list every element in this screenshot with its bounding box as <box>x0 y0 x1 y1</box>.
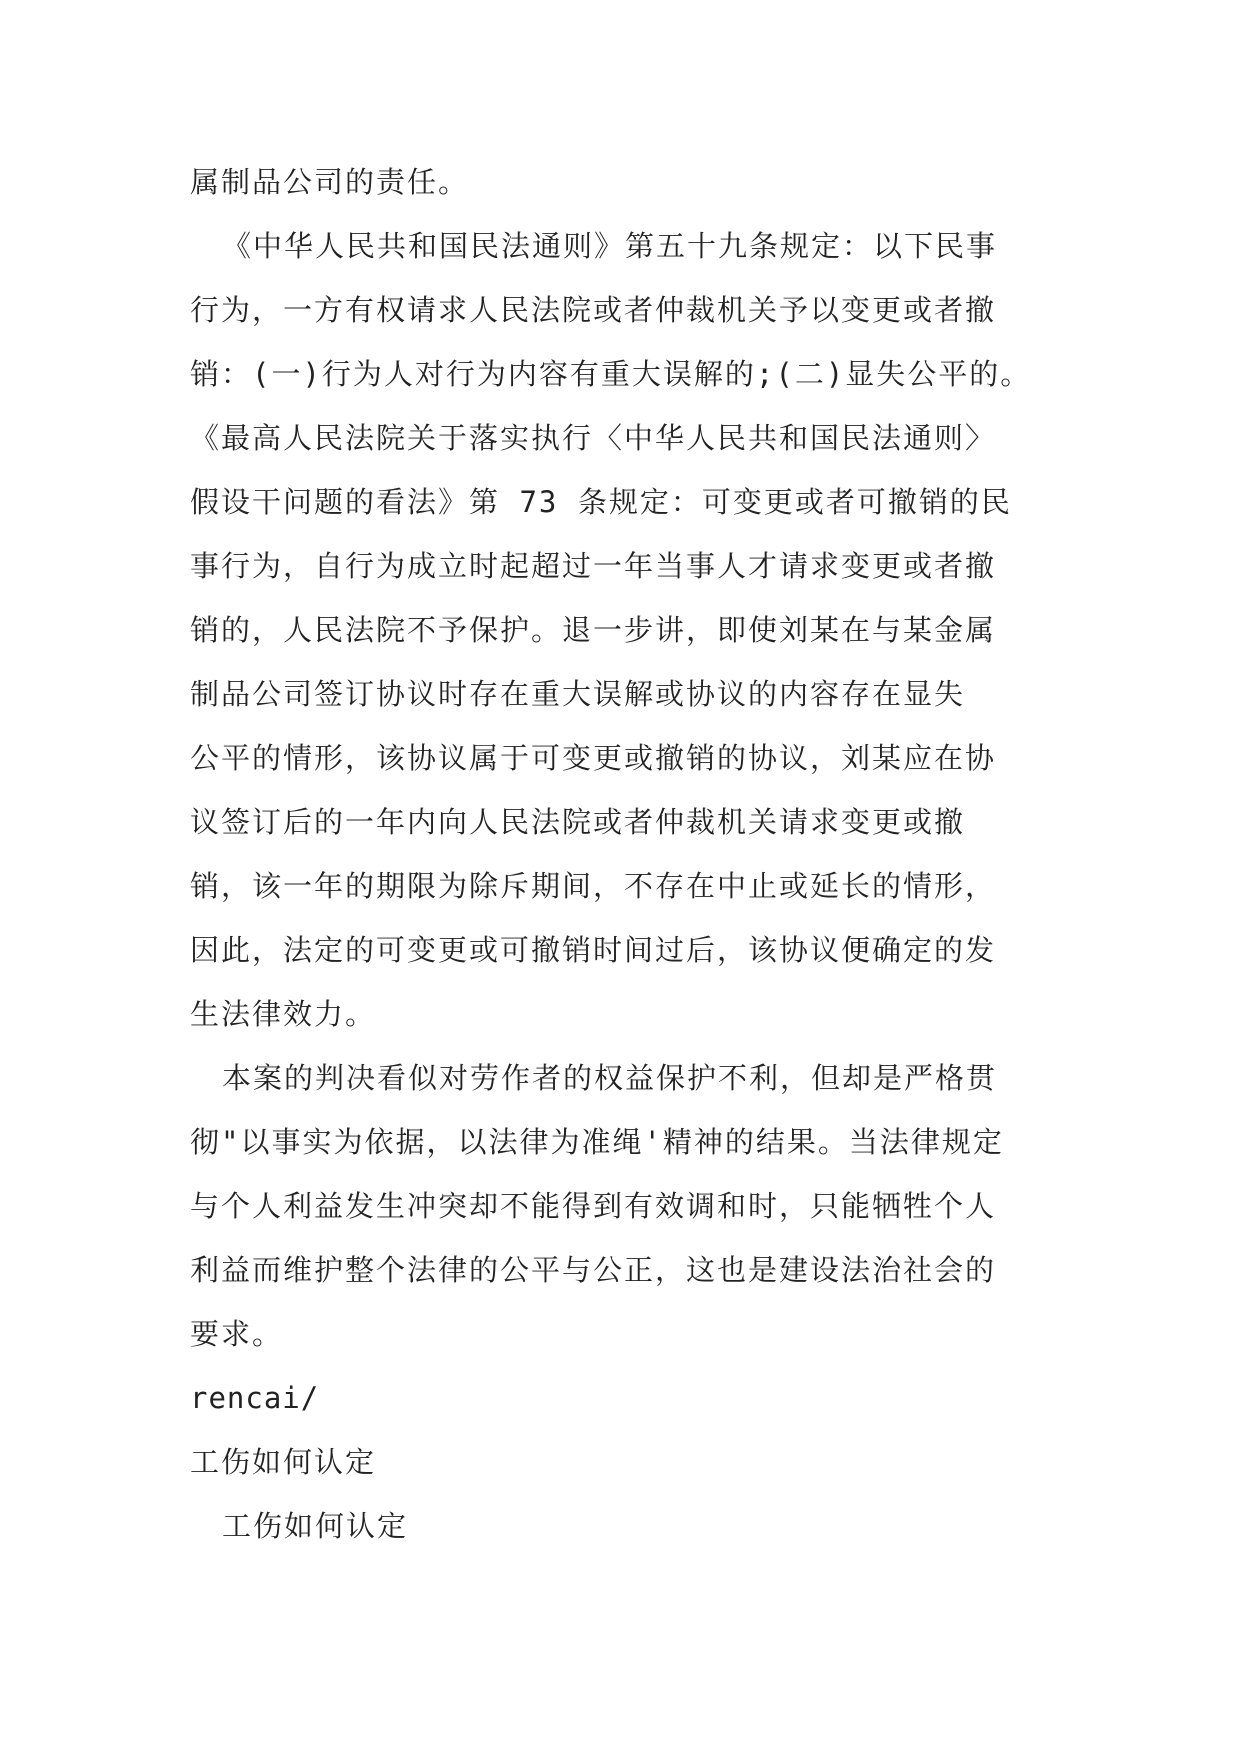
text-line: 销的，人民法院不予保护。退一步讲，即使刘某在与某金属 <box>190 613 997 647</box>
text-line: 议签订后的一年内向人民法院或者仲裁机关请求变更或撤 <box>190 805 966 839</box>
text-line: 生法律效力。 <box>190 997 377 1031</box>
text-line: 事行为，自行为成立时起超过一年当事人才请求变更或者撤 <box>190 549 997 583</box>
text-line: 属制品公司的责任。 <box>190 165 470 199</box>
text-line: 《最高人民法院关于落实执行〈中华人民共和国民法通则〉 <box>190 421 997 455</box>
text-line: 与个人利益发生冲突却不能得到有效调和时，只能牺牲个人 <box>190 1189 997 1223</box>
text-line: 彻"以事实为依据，以法律为准绳'精神的结果。当法律规定 <box>190 1125 1004 1159</box>
text-line: 《中华人民共和国民法通则》第五十九条规定：以下民事 <box>222 229 998 263</box>
heading-line: 工伤如何认定 <box>222 1509 409 1543</box>
text-line: 销：(一)行为人对行为内容有重大误解的;(二)显失公平的。 <box>190 357 1032 391</box>
text-line: 利益而维护整个法律的公平与公正，这也是建设法治社会的 <box>190 1253 997 1287</box>
text-line: 因此，法定的可变更或可撤销时间过后，该协议便确定的发 <box>190 933 997 967</box>
text-line: 要求。 <box>190 1317 284 1351</box>
text-line: 制品公司签订协议时存在重大误解或协议的内容存在显失 <box>190 677 966 711</box>
text-line: 行为，一方有权请求人民法院或者仲裁机关予以变更或者撤 <box>190 293 997 327</box>
text-line: 本案的判决看似对劳作者的权益保护不利，但却是严格贯 <box>222 1061 998 1095</box>
text-line: 假设干问题的看法》第 73 条规定：可变更或者可撤销的民 <box>190 485 1012 519</box>
heading-line: 工伤如何认定 <box>190 1445 377 1479</box>
text-line: 公平的情形，该协议属于可变更或撤销的协议，刘某应在协 <box>190 741 997 775</box>
text-line: rencai/ <box>190 1381 320 1415</box>
text-line: 销，该一年的期限为除斥期间，不存在中止或延长的情形， <box>190 869 997 903</box>
